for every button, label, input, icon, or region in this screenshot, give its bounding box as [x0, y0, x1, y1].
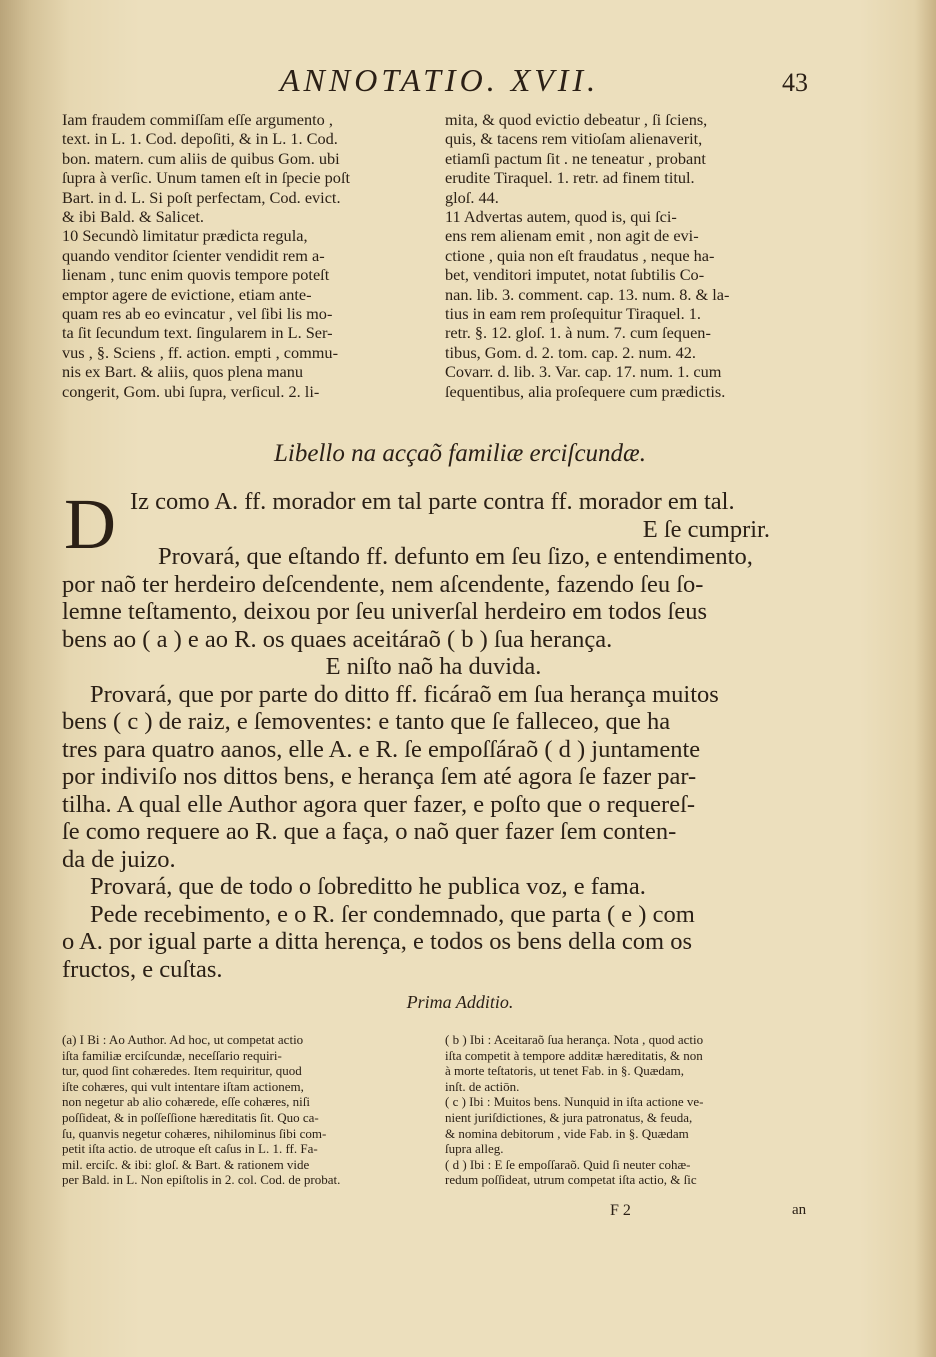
note-line: & nomina debitorum , vide Fab. in §. Quædam — [445, 1125, 689, 1141]
right-column-line: etiamſi pactum ſit . ne teneatur , probant — [445, 148, 706, 168]
right-column-line: ſequentibus, alia proſequere cum prædictis. — [445, 381, 726, 401]
body-line: E ſe cumprir. — [642, 515, 770, 543]
drop-cap: D — [64, 484, 116, 564]
note-line: ( d ) Ibi : E ſe empoſſaraõ. Quid ſi neuter cohæ- — [445, 1156, 691, 1172]
section-title: Libello na acçaõ familiæ erciſcundæ. — [274, 440, 646, 467]
body-line: tilha. A qual elle Author agora quer fazer, e poſto que o requereſ- — [62, 790, 696, 818]
body-line: da de juizo. — [62, 845, 176, 873]
right-column-line: tius in eam rem proſequitur Tiraquel. 1. — [445, 304, 701, 324]
right-column-line: nan. lib. 3. comment. cap. 13. num. 8. & la- — [445, 284, 730, 304]
left-column-line: quam res ab eo evincatur , vel ſibi lis mo- — [62, 304, 333, 324]
left-column-line: text. in L. 1. Cod. depoſiti, & in L. 1. Cod. — [62, 129, 338, 149]
body-line: o A. por igual parte a ditta herença, e todos os bens della com os — [62, 928, 693, 955]
note-line: petit iſta actio. de utroque eſt caſus in L. 1. ff. Fa- — [62, 1141, 318, 1157]
body-line: por naõ ter herdeiro deſcendente, nem aſcendente, fazendo ſeu ſo- — [62, 570, 704, 598]
body-line: Provará, que de todo o ſobreditto he publica voz, e fama. — [90, 873, 646, 900]
libello-body — [62, 484, 805, 983]
body-line: bens ( c ) de raiz, e ſemoventes: e tanto que ſe falleceo, que ha — [62, 708, 671, 735]
note-line: iſta familiæ erciſcundæ, neceſſario requiri- — [62, 1047, 282, 1063]
right-column-line: Covarr. d. lib. 3. Var. cap. 17. num. 1. cum — [445, 362, 722, 382]
left-column-line: 10 Secundò limitatur prædicta regula, — [62, 226, 308, 246]
note-line: ( b ) Ibi : Aceitaraõ ſua herança. Nota , quod actio — [445, 1032, 704, 1047]
body-line: por indiviſo nos dittos bens, e herança ſem até agora ſe fazer par- — [62, 763, 697, 790]
right-column-line: bet, venditori imputet, notat ſubtilis Co- — [445, 265, 705, 285]
notes-left-column — [62, 1032, 430, 1188]
facing-page-edge — [0, 60, 30, 1240]
right-column-line: ens rem alienam emit , non agit de evi- — [445, 226, 699, 246]
left-column-line: vus , §. Sciens , ff. action. empti , commu- — [62, 342, 338, 362]
left-column-line: bon. matern. cum aliis de quibus Gom. ubi — [62, 148, 340, 168]
body-line: lemne teſtamento, deixou por ſeu univerſal herdeiro em todos ſeus — [62, 598, 707, 625]
note-line: ſupra alleg. — [445, 1141, 504, 1157]
note-line: ſu, quanvis negetur cohæres, nihilominus ſibi com- — [62, 1125, 327, 1141]
left-column-line: Bart. in d. L. Si poſt perfectam, Cod. evict. — [62, 187, 341, 207]
left-column-line: ſupra à verſic. Unum tamen eſt in ſpecie poſt — [62, 168, 350, 188]
note-line: nient juriſdictiones, & jura patronatus, & feuda, — [445, 1109, 693, 1125]
body-line: Iz como A. ff. morador em tal parte contra ff. morador em tal. — [130, 488, 735, 515]
note-line: à morte teſtatoris, ut tenet Fab. in §. Quædam, — [445, 1063, 685, 1079]
body-line: E niſto naõ ha duvida. — [325, 653, 542, 680]
right-column-line: 11 Advertas autem, quod is, qui ſci- — [445, 207, 677, 227]
left-column-line: Iam fraudem commiſſam eſſe argumento , — [62, 110, 333, 129]
right-column-line: retr. §. 12. gloſ. 1. à num. 7. cum ſequen- — [445, 323, 711, 343]
page-number: 43 — [782, 68, 808, 97]
note-line: inſt. de actiōn. — [445, 1078, 520, 1094]
running-head: ANNOTATIO. XVII. — [280, 62, 600, 98]
left-column-line: lienam , tunc enim quovis tempore poteſt — [62, 265, 330, 285]
left-column-line: emptor agere de evictione, etiam ante- — [62, 284, 312, 304]
note-line: tur, quod ſint cohæredes. Item requiritur, quod — [62, 1063, 302, 1079]
note-line: (a) I Bi : Ao Author. Ad hoc, ut competat actio — [62, 1032, 304, 1047]
right-column-line: mita, & quod evictio debeatur , ſi ſciens, — [445, 110, 708, 129]
left-column-line: congerit, Gom. ubi ſupra, verſicul. 2. li- — [62, 381, 320, 401]
body-line: bens ao ( a ) e ao R. os quaes aceitáraõ ( b ) ſua herança. — [62, 625, 613, 653]
left-column — [62, 110, 430, 401]
body-line: tres para quatro aanos, elle A. e R. ſe empoſſáraõ ( d ) juntamente — [62, 735, 701, 763]
body-line: Provará, que eſtando ff. defunto em ſeu ſizo, e entendimento, — [158, 543, 753, 570]
additio-title: Prima Additio. — [406, 992, 514, 1012]
right-column-line: erudite Tiraquel. 1. retr. ad finem titul. — [445, 168, 695, 188]
left-column-line: & ibi Bald. & Salicet. — [62, 207, 204, 227]
right-column-line: tibus, Gom. d. 2. tom. cap. 2. num. 42. — [445, 342, 696, 362]
left-column-line: nis ex Bart. & aliis, quos plena manu — [62, 362, 304, 382]
body-line: Provará, que por parte do ditto ff. ficáraõ em ſua herança muitos — [90, 680, 719, 708]
right-column-line: ctione , quia non eſt fraudatus , neque ha- — [445, 245, 715, 265]
note-line: mil. erciſc. & ibi: gloſ. & Bart. & rationem vide — [62, 1156, 310, 1172]
note-line: redum poſſideat, utrum competat iſta actio, & ſic — [445, 1172, 697, 1188]
left-column-line: quando venditor ſcienter vendidit rem a- — [62, 245, 325, 265]
right-column-line: quis, & tacens rem vitioſam alienaverit, — [445, 129, 703, 149]
note-line: iſte cohæres, qui vult intentare iſtam actionem, — [62, 1078, 304, 1094]
note-line: ( c ) Ibi : Muitos bens. Nunquid in iſta actione ve- — [445, 1094, 704, 1110]
catchword: an — [792, 1202, 807, 1218]
note-line: iſta competit à tempore additæ hæreditatis, & non — [445, 1047, 703, 1063]
notes-right-column — [445, 1032, 840, 1188]
note-line: per Bald. in L. Non epiſtolis in 2. col. Cod. de probat. — [62, 1172, 341, 1188]
note-line: non negetur ab alio cohærede, eſſe cohæres, niſi — [62, 1094, 311, 1110]
left-column-line: ta ſit ſecundum text. ſingularem in L. Ser- — [62, 323, 333, 343]
body-line: ſe como requere ao R. que a faça, o naõ quer fazer ſem conten- — [62, 818, 677, 845]
note-line: poſſideat, & in poſſeſſione hæreditatis ſit. Quo ca- — [62, 1109, 319, 1125]
right-column-line: gloſ. 44. — [445, 187, 499, 207]
signature-mark: F 2 — [610, 1202, 631, 1219]
body-line: fructos, e cuſtas. — [62, 955, 223, 983]
right-column — [445, 110, 840, 401]
body-line: Pede recebimento, e o R. ſer condemnado, que parta ( e ) com — [90, 900, 695, 928]
